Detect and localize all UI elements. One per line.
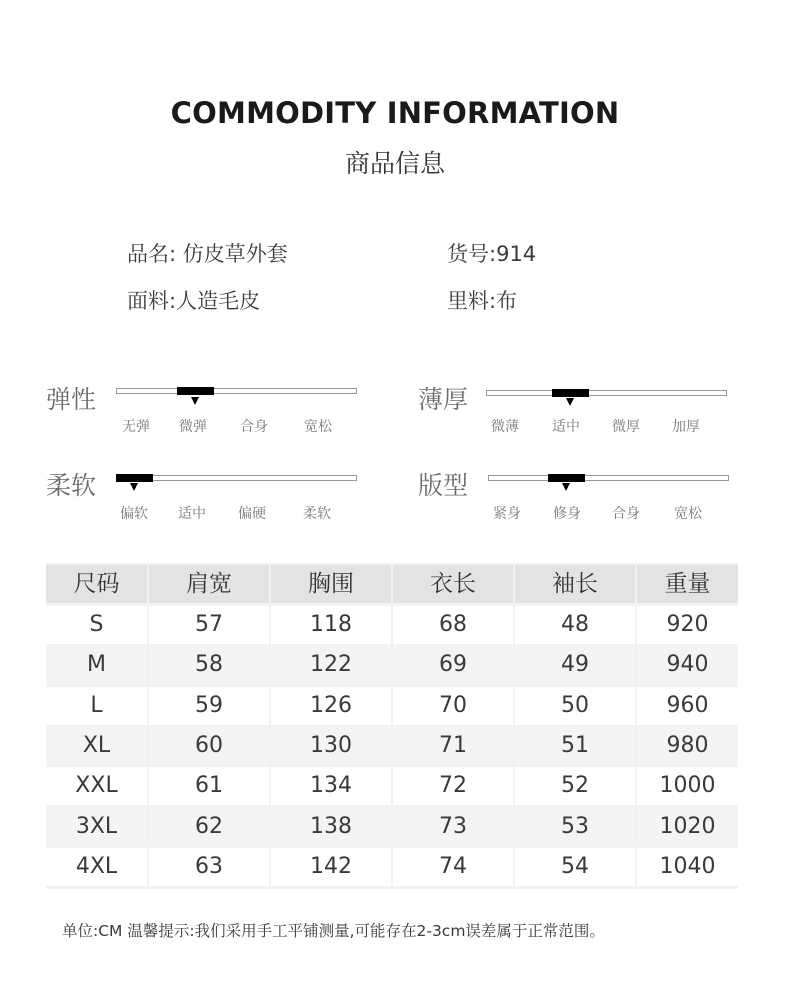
lining	[447, 285, 517, 315]
table-cell: 52	[515, 767, 635, 805]
table-cell: 70	[393, 687, 513, 725]
table-row	[46, 767, 738, 805]
elasticity-marker	[177, 387, 214, 395]
table-cell: 1020	[637, 808, 738, 846]
elasticity-option: 无弹	[122, 419, 150, 435]
fabric-label: 面料:	[127, 289, 177, 313]
table-cell: S	[46, 606, 147, 644]
table-row	[46, 727, 738, 765]
thickness-marker	[552, 389, 589, 397]
table-cell: 69	[393, 646, 513, 684]
product-name-value: 仿皮草外套	[182, 242, 288, 266]
table-cell: M	[46, 646, 147, 684]
table-cell: 49	[515, 646, 635, 684]
table-cell: 122	[271, 646, 391, 684]
table-cell: 48	[515, 606, 635, 644]
table-header-row	[46, 565, 738, 603]
table-cell: 59	[149, 687, 269, 725]
elasticity-track	[116, 388, 357, 394]
table-cell: 126	[271, 687, 391, 725]
fit-pointer	[562, 483, 570, 491]
item-number	[447, 238, 536, 268]
table-cell: 74	[393, 848, 513, 886]
elasticity-option: 宽松	[304, 419, 332, 435]
elasticity-label: 弹性	[46, 385, 97, 414]
table-cell: 920	[637, 606, 738, 644]
product-name-label: 品名:	[127, 242, 177, 266]
table-header-cell: 尺码	[46, 565, 147, 603]
table-cell: 51	[515, 727, 635, 765]
table-header-cell: 衣长	[393, 565, 513, 603]
table-cell: 50	[515, 687, 635, 725]
table-row	[46, 687, 738, 725]
table-cell: 73	[393, 808, 513, 846]
fit-label: 版型	[418, 471, 469, 500]
table-cell: 1000	[637, 767, 738, 805]
lining-value: 布	[496, 289, 518, 313]
table-row	[46, 808, 738, 846]
table-cell: L	[46, 687, 147, 725]
table-header-cell: 胸围	[271, 565, 391, 603]
table-cell: 71	[393, 727, 513, 765]
elasticity-option: 合身	[240, 419, 268, 435]
softness-option: 偏软	[120, 506, 148, 522]
table-cell: 142	[271, 848, 391, 886]
fabric	[127, 285, 260, 315]
size-table	[46, 563, 738, 889]
table-cell: XL	[46, 727, 147, 765]
fit-option: 合身	[612, 506, 640, 522]
table-row	[46, 646, 738, 684]
elasticity-pointer	[191, 397, 199, 405]
thickness-option: 微薄	[491, 419, 519, 435]
lining-label: 里料:	[447, 289, 497, 313]
table-header-cell: 袖长	[515, 565, 635, 603]
product-name	[127, 238, 288, 268]
table-cell: 63	[149, 848, 269, 886]
fit-track	[488, 475, 729, 481]
table-cell: 138	[271, 808, 391, 846]
fabric-value: 人造毛皮	[176, 289, 261, 313]
table-cell: 58	[149, 646, 269, 684]
thickness-option: 加厚	[672, 419, 700, 435]
fit-option: 修身	[553, 506, 581, 522]
table-cell: 130	[271, 727, 391, 765]
softness-option: 柔软	[303, 506, 331, 522]
fit-marker	[548, 474, 585, 482]
measurement-note: 单位:CM 温馨提示:我们采用手工平铺测量,可能存在2-3cm误差属于正常范围。	[62, 922, 605, 940]
title-en: COMMODITY INFORMATION	[170, 96, 620, 130]
table-cell: 960	[637, 687, 738, 725]
table-cell: 118	[271, 606, 391, 644]
softness-option: 偏硬	[238, 506, 266, 522]
softness-option: 适中	[178, 506, 206, 522]
table-cell: 1040	[637, 848, 738, 886]
item-number-label: 货号:	[447, 242, 497, 266]
table-cell: 68	[393, 606, 513, 644]
table-cell: 72	[393, 767, 513, 805]
table-cell: 980	[637, 727, 738, 765]
table-header-cell: 重量	[637, 565, 738, 603]
table-cell: 134	[271, 767, 391, 805]
table-cell: XXL	[46, 767, 147, 805]
item-number-value: 914	[496, 242, 537, 266]
thickness-option: 适中	[552, 419, 580, 435]
table-cell: 60	[149, 727, 269, 765]
table-cell: 3XL	[46, 808, 147, 846]
thickness-track	[486, 390, 727, 396]
table-cell: 61	[149, 767, 269, 805]
table-cell: 4XL	[46, 848, 147, 886]
thickness-label: 薄厚	[418, 385, 469, 414]
table-row	[46, 606, 738, 644]
softness-pointer	[130, 483, 138, 491]
fit-option: 紧身	[493, 506, 521, 522]
table-cell: 940	[637, 646, 738, 684]
softness-label: 柔软	[46, 471, 97, 500]
table-row	[46, 848, 738, 886]
table-cell: 53	[515, 808, 635, 846]
title-cn: 商品信息	[344, 149, 445, 178]
table-cell: 54	[515, 848, 635, 886]
fit-option: 宽松	[674, 506, 702, 522]
thickness-pointer	[566, 398, 574, 406]
table-header-cell: 肩宽	[149, 565, 269, 603]
elasticity-option: 微弹	[179, 419, 207, 435]
table-cell: 57	[149, 606, 269, 644]
softness-marker	[116, 474, 153, 482]
thickness-option: 微厚	[612, 419, 640, 435]
table-cell: 62	[149, 808, 269, 846]
